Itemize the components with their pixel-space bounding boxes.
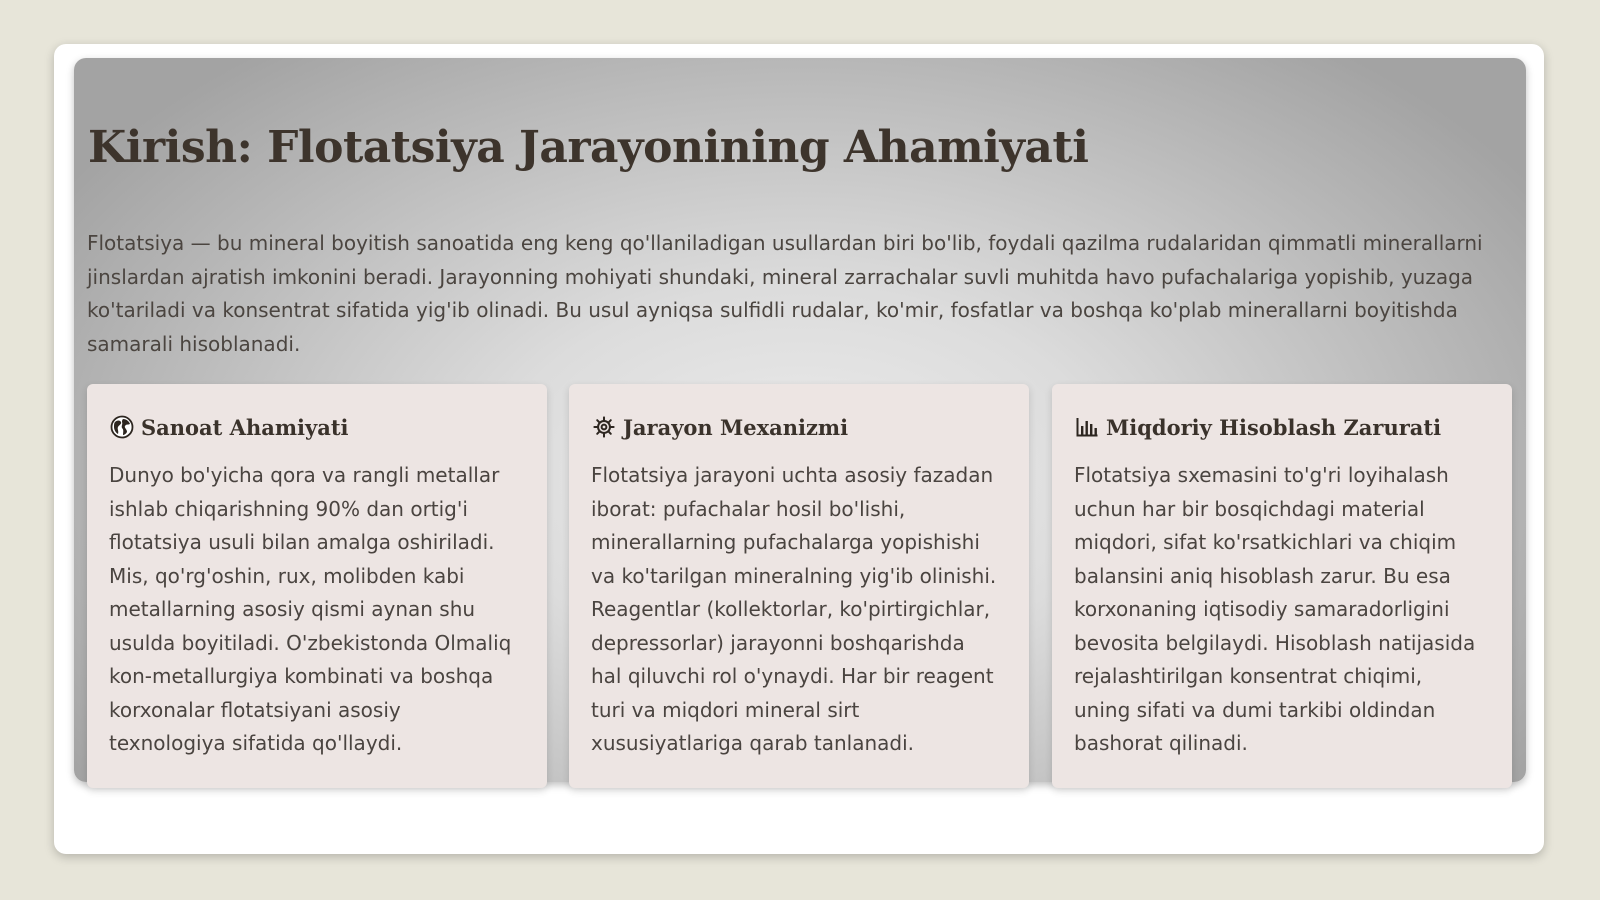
card-title: Sanoat Ahamiyati [141, 414, 349, 440]
card-title: Jarayon Mexanizmi [623, 414, 849, 440]
card-title: Miqdoriy Hisoblash Zarurati [1106, 414, 1442, 440]
card-header [109, 410, 529, 444]
card-header [1074, 410, 1494, 444]
card-body: Flotatsiya sxemasini to'g'ri loyihalash uchun har bir bosqichdagi material miqdori, sifat ko'rsatkichlari va chiqim balansini aniq hisoblash zarur. Bu esa korxonaning iqtisodiy samaradorligini bevosita belgilaydi. Hisoblash natijasida rejalashtirilgan konsentrat chiqimi, uning sifati va dumi tarkibi oldindan bashorat qilinadi. [1074, 463, 1476, 755]
card-process-mechanism [569, 384, 1029, 788]
card-body: Flotatsiya jarayoni uchta asosiy fazadan iborat: pufachalar hosil bo'lishi, minerallarning pufachalarga yopishishi va ko'tarilgan mineralning yig'ib olinishi. Reagentlar (kollektorlar, ko'pirtirgichlar, depressorlar) jarayonni boshqarishda hal qiluvchi rol o'ynaydi. Har bir reagent turi va miqdori mineral sirt xususiyatlariga qarab tanlanadi. [591, 463, 997, 755]
globe-icon [109, 414, 135, 440]
slide-title: Kirish: Flotatsiya Jarayonining Ahamiyati [88, 122, 1089, 173]
card-quantitative-calculation [1052, 384, 1512, 788]
bar-chart-icon [1074, 414, 1100, 440]
intro-paragraph: Flotatsiya — bu mineral boyitish sanoatida eng keng qo'llaniladigan usullardan biri bo'lib, foydali qazilma rudalaridan qimmatli minerallarni jinslardan ajratish imkonini beradi. Jarayonning mohiyati shundaki, mineral zarrachalar suvli muhitda havo pufachalariga yopishib, yuzaga ko'tariladi va konsentrat sifatida yig'ib olinadi. Bu usul ayniqsa sulfidli rudalar, ko'mir, fosfatlar va boshqa ko'plab minerallarni boyitishda samarali hisoblanadi. [87, 231, 1483, 356]
card-body: Dunyo bo'yicha qora va rangli metallar ishlab chiqarishning 90% dan ortig'i flotatsiya usuli bilan amalga oshiriladi. Mis, qo'rg'oshin, rux, molibden kabi metallarning asosiy qismi aynan shu usulda boyitiladi. O'zbekistonda Olmaliq kon-metallurgiya kombinati va boshqa korxonalar flotatsiyani asosiy texnologiya sifatida qo'llaydi. [109, 463, 512, 755]
card-header [591, 410, 1011, 444]
card-industry-importance [87, 384, 547, 788]
gear-icon [591, 414, 617, 440]
